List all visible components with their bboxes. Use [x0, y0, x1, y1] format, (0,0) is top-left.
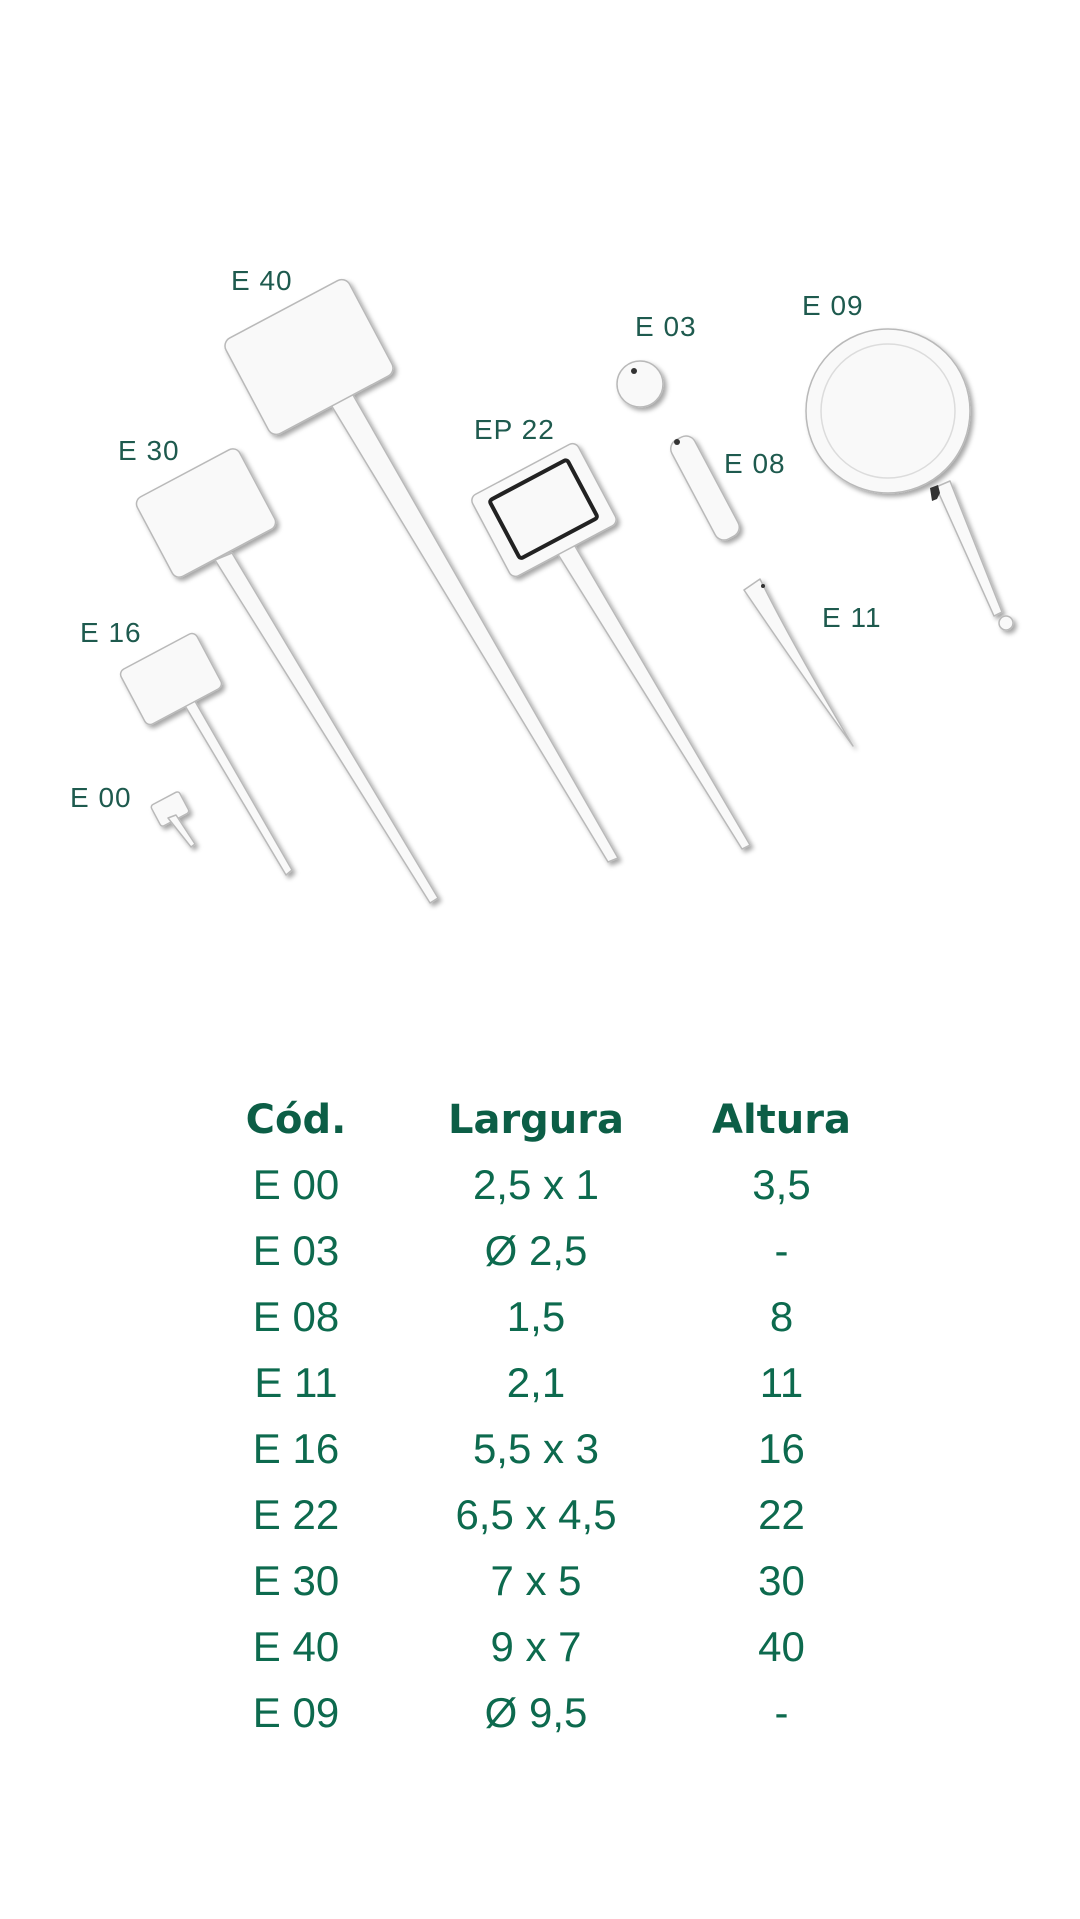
label-e30: E 30 — [118, 435, 180, 466]
table-row — [232, 1548, 851, 1614]
label-e11: E 11 — [822, 602, 882, 633]
cell-width: 2,1 — [506, 1359, 566, 1406]
label-e09-image — [806, 329, 1013, 630]
table-row — [232, 1152, 851, 1218]
label-e40: E 40 — [231, 265, 293, 296]
label-e16: E 16 — [80, 617, 142, 648]
cell-code: E 08 — [252, 1293, 340, 1340]
cell-code: E 30 — [252, 1557, 340, 1604]
label-e08: E 08 — [724, 448, 786, 479]
label-e16-image — [118, 631, 292, 875]
cell-width: 9 x 7 — [490, 1623, 582, 1670]
table-row — [232, 1416, 851, 1482]
cell-width: 2,5 x 1 — [472, 1161, 600, 1208]
cell-width: 1,5 — [506, 1293, 566, 1340]
label-e09: E 09 — [802, 290, 864, 321]
header-cod: Cód. — [245, 1097, 347, 1143]
table-row — [232, 1218, 851, 1284]
cell-height: 22 — [758, 1491, 805, 1538]
cell-height: - — [774, 1227, 789, 1274]
cell-code: E 00 — [252, 1161, 340, 1208]
cell-height: 8 — [769, 1293, 794, 1340]
cell-height: 30 — [758, 1557, 805, 1604]
table-row — [232, 1350, 851, 1416]
cell-code: E 03 — [252, 1227, 340, 1274]
cell-height: 3,5 — [752, 1161, 811, 1208]
table-row — [232, 1284, 851, 1350]
cell-height: 16 — [758, 1425, 805, 1472]
label-ep22: EP 22 — [474, 414, 555, 445]
header-largura: Largura — [447, 1097, 625, 1143]
cell-width: 7 x 5 — [490, 1557, 582, 1604]
table-row — [232, 1614, 851, 1680]
label-e03: E 03 — [635, 311, 697, 342]
label-e40-image — [222, 276, 618, 862]
specs-table — [232, 1088, 851, 1746]
cell-height: 11 — [759, 1359, 804, 1406]
cell-width: 6,5 x 4,5 — [455, 1491, 617, 1538]
cell-code: E 22 — [252, 1491, 340, 1538]
cell-code: E 16 — [252, 1425, 340, 1472]
table-row — [232, 1680, 851, 1746]
cell-width: 5,5 x 3 — [472, 1425, 600, 1472]
label-e00-image — [150, 791, 195, 847]
cell-code: E 09 — [252, 1689, 340, 1736]
cell-width: Ø 2,5 — [484, 1227, 588, 1274]
header-altura: Altura — [712, 1097, 851, 1143]
table-row — [232, 1482, 851, 1548]
label-e03-image — [617, 361, 663, 407]
cell-code: E 11 — [254, 1359, 338, 1406]
cell-width: Ø 9,5 — [484, 1689, 588, 1736]
cell-height: - — [774, 1689, 789, 1736]
table-header-row — [232, 1088, 851, 1152]
cell-code: E 40 — [252, 1623, 340, 1670]
label-e00: E 00 — [70, 782, 132, 813]
cell-height: 40 — [758, 1623, 805, 1670]
